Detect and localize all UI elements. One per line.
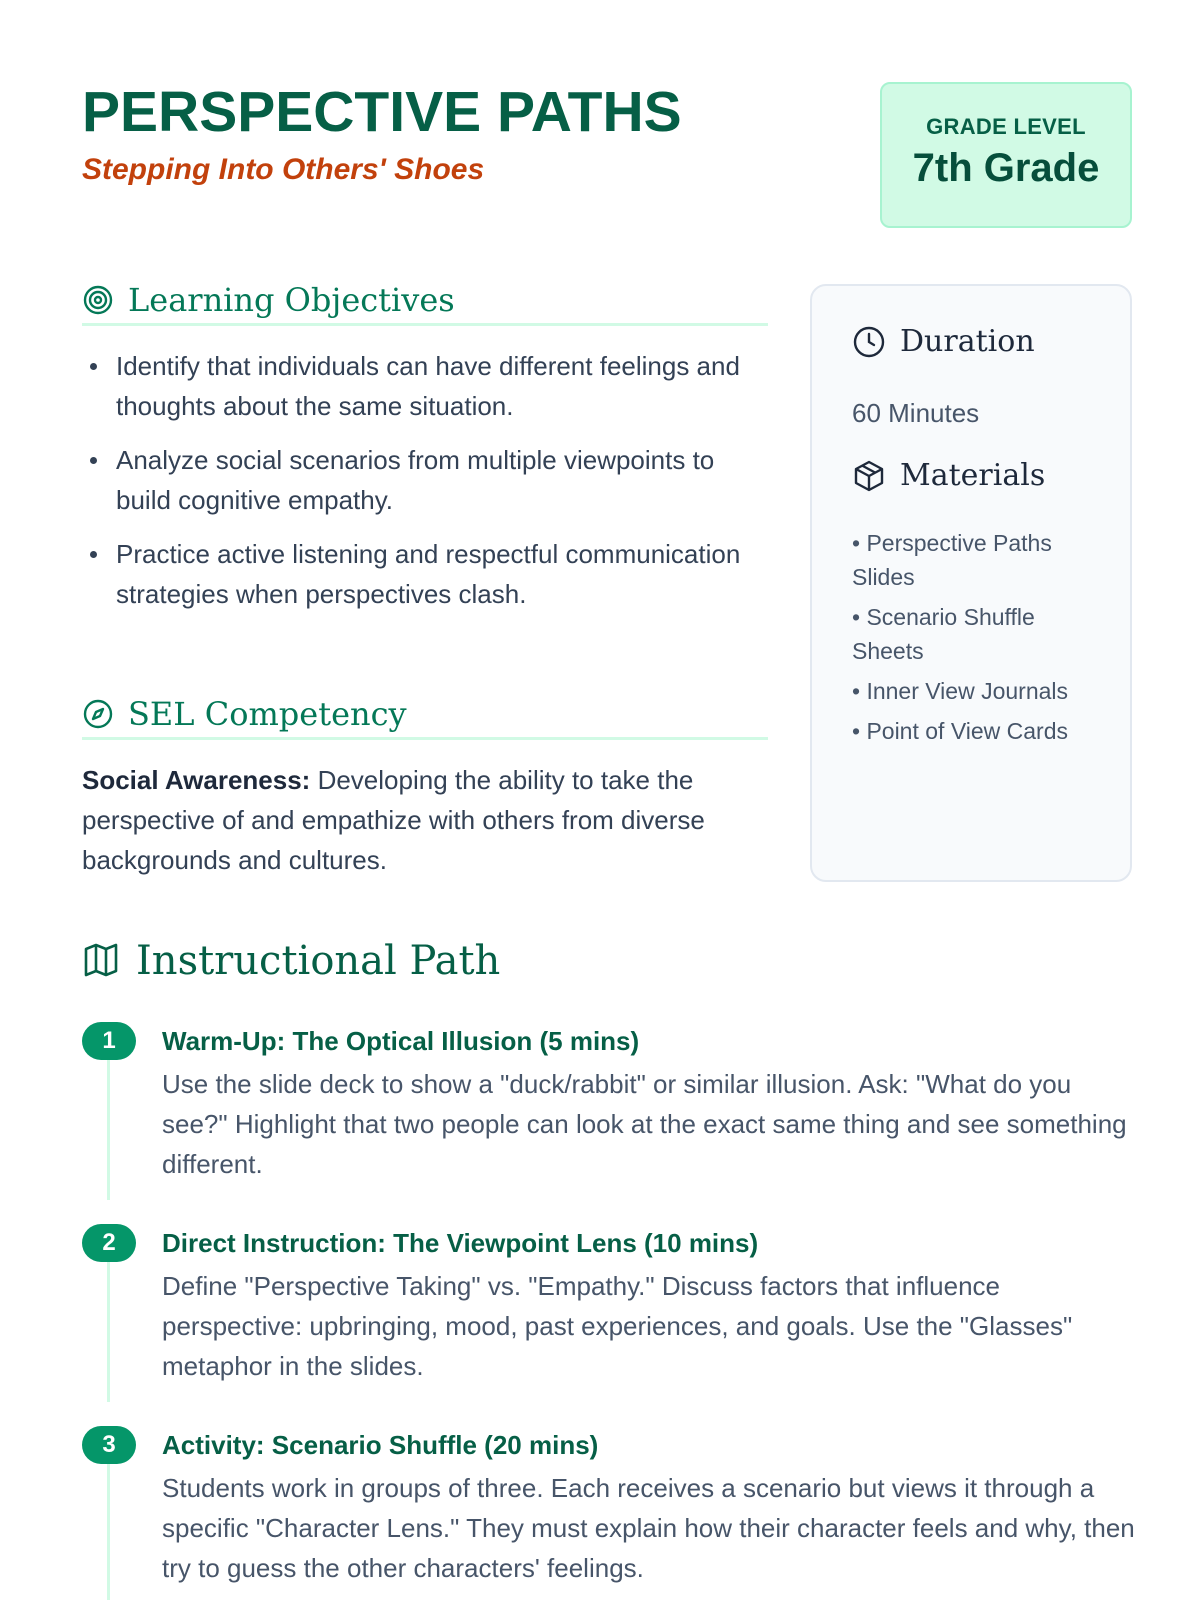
map-icon <box>82 941 122 981</box>
sel-heading-label: SEL Competency <box>128 694 407 733</box>
objectives-heading-label: Learning Objectives <box>128 280 455 319</box>
grade-level-label: GRADE LEVEL <box>926 114 1086 139</box>
sel-description-text: Developing the ability to take the perspective of and empathize with others from diverse backgrounds and cultures. <box>82 765 705 875</box>
materials-heading <box>852 458 1045 493</box>
grade-level-badge <box>880 82 1132 228</box>
step-connector <box>107 1464 110 1600</box>
objectives-list <box>82 346 772 628</box>
materials-list <box>852 526 1102 754</box>
step-item <box>82 1224 1142 1404</box>
materials-heading-label: Materials <box>900 458 1046 493</box>
step-number-badge: 3 <box>82 1426 136 1464</box>
material-item: • Scenario Shuffle Sheets <box>852 604 1035 664</box>
step-connector <box>107 1262 110 1402</box>
material-item: • Inner View Journals <box>852 678 1069 704</box>
compass-icon <box>82 698 114 730</box>
grade-level-value: 7th Grade <box>912 146 1100 190</box>
duration-value: 60 Minutes <box>852 398 980 428</box>
duration-heading-label: Duration <box>900 324 1035 359</box>
step-number-badge: 2 <box>82 1224 136 1262</box>
duration-heading <box>852 324 1035 359</box>
step-title: Warm-Up: The Optical Illusion (5 mins) <box>162 1026 640 1056</box>
instructional-path-heading-label: Instructional Path <box>136 938 501 984</box>
objective-item: Identify that individuals can have different feelings and thoughts about the same situation. <box>82 346 772 426</box>
step-title: Direct Instruction: The Viewpoint Lens (10 mins) <box>162 1228 759 1258</box>
page-header <box>82 80 862 187</box>
step-description: Students work in groups of three. Each receives a scenario but views it through a specific "Character Lens." They must explain how their character feels and why, then try to guess the other characters' feelings. <box>162 1473 1135 1583</box>
box-icon <box>852 459 886 493</box>
step-connector <box>107 1060 110 1200</box>
details-card <box>810 284 1132 882</box>
sel-description <box>82 760 772 880</box>
objective-item: Analyze social scenarios from multiple viewpoints to build cognitive empathy. <box>82 440 772 520</box>
page-subtitle: Stepping Into Others' Shoes <box>82 153 485 186</box>
material-item: • Perspective Paths Slides <box>852 530 1052 590</box>
step-item <box>82 1426 1142 1600</box>
objectives-heading <box>82 276 768 326</box>
clock-icon <box>852 325 886 359</box>
page-title: PERSPECTIVE PATHS <box>82 80 682 144</box>
material-item: • Point of View Cards <box>852 718 1069 744</box>
step-title: Activity: Scenario Shuffle (20 mins) <box>162 1430 599 1460</box>
step-description: Define "Perspective Taking" vs. "Empathy." Discuss factors that influence perspective: upbringing, mood, past experiences, and goals. Use the "Glasses" metaphor in the slides. <box>162 1271 1073 1381</box>
step-item <box>82 1022 1142 1202</box>
objective-item: Practice active listening and respectful communication strategies when perspectives clash. <box>82 534 772 614</box>
sel-heading <box>82 690 768 740</box>
sel-term: Social Awareness: <box>82 765 311 795</box>
step-number-badge: 1 <box>82 1022 136 1060</box>
target-icon <box>82 284 114 316</box>
step-description: Use the slide deck to show a "duck/rabbit" or similar illusion. Ask: "What do you see?" Highlight that two people can look at the exact same thing and see something different. <box>162 1069 1127 1179</box>
instructional-path-heading <box>82 938 500 984</box>
